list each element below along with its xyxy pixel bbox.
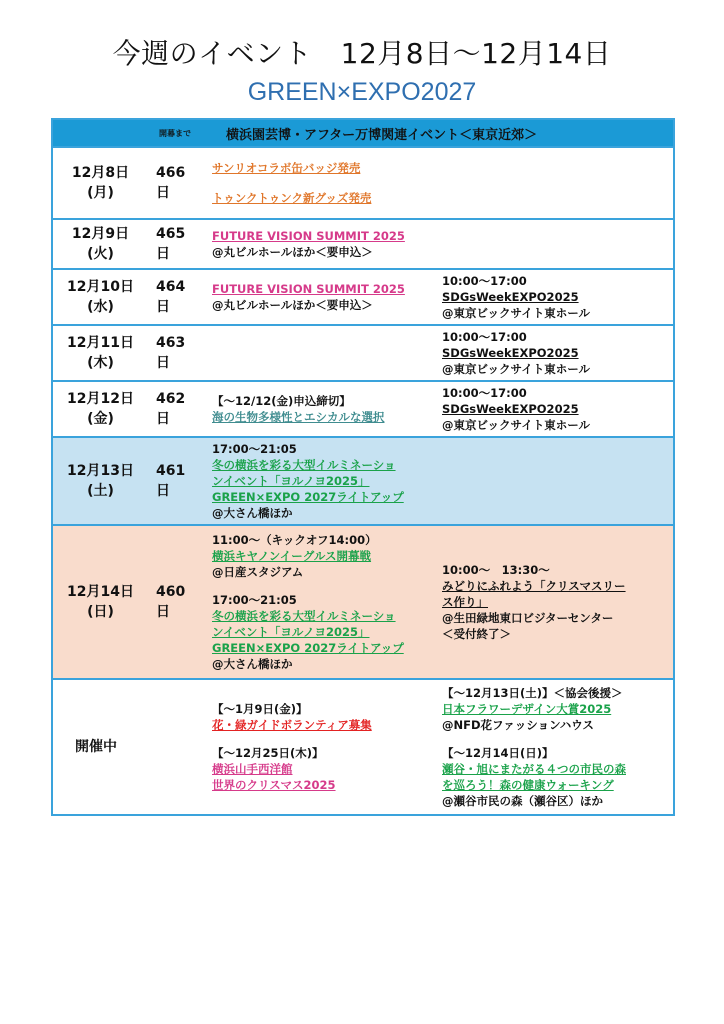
days-count: 465 [156,226,186,242]
date-label: 12月11日 [67,335,134,351]
event-link[interactable]: 花・緑ガイドボランティア募集 [212,718,372,732]
weekday-label: (日) [87,604,114,620]
event-time: 17:00～21:05 [212,593,297,607]
weekday-label: (月) [87,185,114,201]
event-link[interactable]: 海の生物多様性とエシカルな選択 [212,410,385,424]
table-row [52,381,674,437]
countdown-header: 開幕まで [148,119,202,147]
main-header: 横浜園芸博・アフター万博関連イベント＜東京近郊＞ [202,119,674,147]
days-unit: 日 [156,411,170,427]
weekday-label: (金) [87,411,114,427]
weekday-label: (木) [87,355,114,371]
table-header-row [52,119,674,147]
event-link[interactable]: トゥンクトゥンク新グッズ発売 [212,191,372,205]
weekday-label: (火) [87,246,114,262]
days-count: 464 [156,279,186,295]
event-time: 10:00～17:00 [442,386,527,400]
deadline-note: 【～12月25日(木)】 [212,746,324,760]
event-link[interactable]: ス作り」 [442,595,488,609]
event-link[interactable]: FUTURE VISION SUMMIT 2025 [212,282,405,296]
date-label: 12月12日 [67,391,134,407]
table-row [52,219,674,269]
event-venue: @生田緑地東口ビジターセンター [442,611,614,625]
days-unit: 日 [156,355,170,371]
event-time: 10:00～ 13:30～ [442,563,550,577]
event-time: 10:00～17:00 [442,274,527,288]
event-link[interactable]: サンリオコラボ缶バッジ発売 [212,161,361,175]
event-time: 10:00～17:00 [442,330,527,344]
weekday-label: (土) [87,483,114,499]
event-schedule-table [51,118,675,816]
event-link[interactable]: 冬の横浜を彩る大型イルミネーショ [212,609,396,623]
event-link[interactable]: 横浜キヤノンイーグルス開幕戦 [212,549,372,563]
event-venue: @東京ビックサイト東ホール [442,418,591,432]
days-unit: 日 [156,246,170,262]
event-venue: @日産スタジアム [212,565,304,579]
days-unit: 日 [156,185,170,201]
page-title: 今週のイベント 12月8日～12月14日 [112,37,612,70]
days-count: 461 [156,463,186,479]
event-link[interactable]: SDGsWeekEXPO2025 [442,346,579,360]
event-link[interactable]: 横浜山手西洋館 [212,762,293,776]
event-link[interactable]: 世界のクリスマス2025 [212,778,336,792]
table-row [52,147,674,219]
event-time: 11:00～（キックオフ14:00） [212,533,377,547]
event-link[interactable]: みどりにふれよう「クリスマスリー [442,579,626,593]
event-venue: @大さん橋ほか [212,657,293,671]
deadline-note: 【～12/12(金)申込締切】 [212,394,351,408]
event-link[interactable]: 冬の横浜を彩る大型イルミネーショ [212,458,396,472]
event-link[interactable]: FUTURE VISION SUMMIT 2025 [212,229,405,243]
deadline-note: 【～12月14日(日)】 [442,746,554,760]
event-link[interactable]: ンイベント「ヨルノヨ2025」 [212,625,370,639]
ongoing-label: 開催中 [75,739,117,755]
event-venue: @東京ビックサイト東ホール [442,306,591,320]
days-unit: 日 [156,299,170,315]
deadline-note: 【～12月13日(土)】＜協会後援＞ [442,686,623,700]
days-count: 460 [156,584,186,600]
event-link[interactable]: ンイベント「ヨルノヨ2025」 [212,474,370,488]
event-venue: @丸ビルホールほか＜要申込＞ [212,298,373,312]
days-unit: 日 [156,483,170,499]
date-label: 12月14日 [67,584,134,600]
event-venue: @大さん橋ほか [212,506,293,520]
event-link[interactable]: 日本フラワーデザイン大賞2025 [442,702,612,716]
event-link[interactable]: GREEN×EXPO 2027ライトアップ [212,490,404,504]
event-link[interactable]: SDGsWeekEXPO2025 [442,402,579,416]
event-note: ＜受付終了＞ [442,627,511,641]
event-venue: @NFD花ファッションハウス [442,718,594,732]
date-label: 12月10日 [67,279,134,295]
date-label: 12月13日 [67,463,134,479]
table-row [52,437,674,525]
table-row [52,269,674,325]
days-count: 462 [156,391,186,407]
event-venue: @瀬谷市民の森（瀬谷区）ほか [442,794,603,808]
date-label: 12月8日 [71,165,130,181]
event-link[interactable]: GREEN×EXPO 2027ライトアップ [212,641,404,655]
deadline-note: 【～1月9日(金)】 [212,702,308,716]
event-time: 17:00～21:05 [212,442,297,456]
event-link[interactable]: を巡ろう！森の健康ウォーキング [442,778,614,792]
days-count: 463 [156,335,186,351]
days-count: 466 [156,165,186,181]
table-row [52,525,674,679]
days-unit: 日 [156,604,170,620]
page-subtitle: GREEN×EXPO2027 [247,78,477,106]
weekday-label: (水) [87,299,114,315]
table-row [52,325,674,381]
event-venue: @東京ビックサイト東ホール [442,362,591,376]
event-venue: @丸ビルホールほか＜要申込＞ [212,245,373,259]
event-link[interactable]: 瀬谷・旭にまたがる４つの市民の森 [442,762,626,776]
date-label: 12月9日 [71,226,130,242]
table-row-ongoing [52,679,674,815]
event-link[interactable]: SDGsWeekEXPO2025 [442,290,579,304]
